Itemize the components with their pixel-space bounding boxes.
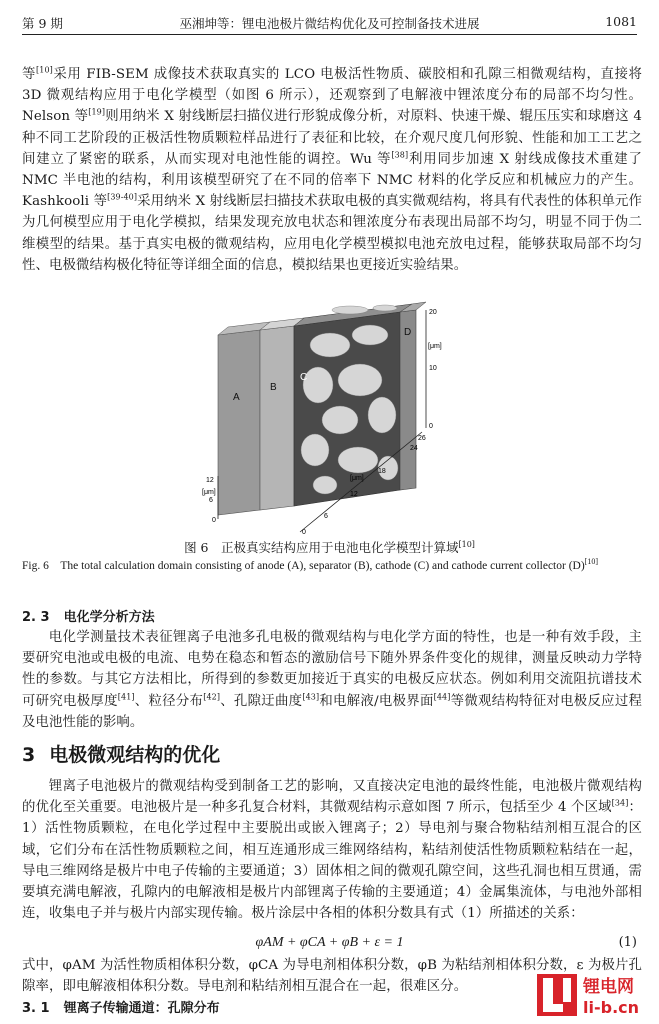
citation[interactable]: [10] [36, 65, 53, 75]
equation-explanation: 式中，φAM 为活性物质相体积分数，φCA 为导电剂相体积分数，φB 为粘结剂相体积分数，ε 为极片孔隙率，即电解液相体积分数。导电剂和粘结剂相互混合在一起，很难区分。 [22, 958, 642, 995]
page-number: 1081 [605, 14, 637, 29]
section-2-3-paragraph: 电化学测量技术表征锂离子电池多孔电极的微观结构与电化学方面的特性，也是一种有效手段，主要研究电池或电极的电流、电势在稳态和暂态的激励信号下随外界条件变化的规律，测量反映动力学特性的参数。与其它方法相比，所得到的参数更加接近于真实的电极反应状态。例如利用交流阻抗谱技术可研究电极厚度[41]、粒径分布[42]、孔隙迂曲度[43]和电解液/电极界面[44]等微观结构特征对电极反应过程及电池性能的影响。 [22, 630, 643, 730]
running-title: 巫湘坤等：锂电池极片微结构优化及可控制备技术进展 [179, 16, 480, 31]
issue-number: 第 9 期 [22, 16, 63, 31]
figure-caption-cn: 图 6 正极真实结构应用于电池电化学模型计算域[10] [184, 539, 475, 555]
citation[interactable]: [34] [611, 798, 629, 808]
citation[interactable]: [42] [203, 692, 221, 702]
figure-6 [200, 300, 460, 535]
equation-1: φAM + φCA + φB + ε = 1 [255, 935, 404, 950]
citation[interactable]: [43] [302, 692, 320, 702]
label-c: C [300, 372, 308, 383]
citation[interactable]: [10] [584, 557, 598, 567]
li-b-logo [535, 970, 655, 1020]
intro-paragraph: 等[10]采用 FIB-SEM 成像技术获取真实的 LCO 电极活性物质、碳胶相和孔隙三相微观结构，直接将 3D 微观结构应用于电化学模型（如图 6 所示），还观察到了电解液中锂浓度分布的局部不均匀性。Nelson 等[19]则用纳米 X 射线断层扫描仪进行形貌成像分析，对原料、快速干燥、辊压压实和球磨这 4 种不同工艺阶段的正极活性物质颗粒样品进行了表征和比较，在介观尺度几何形貌、性能和加工工艺之间建立了紧密的联系，从而实现对电池性能的调控。Wu 等[38]利用同步加速 X 射线成像技术重建了 NMC 半电池的结构，利用该模型研究了在不同的倍率下 NMC 材料的化学反应和机械应力的产生。Kashkooli 等[39-40]采用纳米 X 射线断层扫描技术获取电极的真实微观结构，将具有代表性的体积单元作为几何模型应用于电化学模拟，结果发现充放电状态和锂浓度分布表现出局部不均匀，明显不同于伪二维模型的结果。基于真实电极的微观结构，应用电化学模型模拟电池充放电过程，能够获取局部不均匀性、电极微结构极化特征等详细全面的信息，模拟结果也更接近实验结果。 [22, 65, 642, 273]
citation[interactable]: [10] [458, 539, 475, 549]
y-tick: 18 [378, 468, 386, 475]
z-tick: 0 [429, 423, 433, 430]
z-axis-unit: [μm] [428, 343, 442, 350]
y-tick: 0 [302, 529, 306, 535]
label-b: B [270, 382, 277, 393]
section-heading-2-3: 2. 3 电化学分析方法 [22, 610, 155, 625]
site-watermark-logo [535, 970, 655, 1020]
label-a: A [233, 392, 240, 403]
separator-region [260, 326, 294, 510]
x-tick: 12 [206, 477, 214, 484]
section-3-paragraph: 锂离子电池极片的微观结构受到制备工艺的影响，又直接决定电池的最终性能，电池极片微观结构的优化至关重要。电池极片是一种多孔复合材料，其微观结构示意如图 7 所示，包括至少 4 个区域[34]：1）活性物质颗粒，在电化学过程中主要脱出或嵌入锂离子；2）导电剂与聚合物粘结剂相互混合的区域，它们分布在活性物质颗粒之间，相互连通形成三维网络结构，粘结剂使活性物质颗粒粘结在一起，导电三维网络是极片中电子传输的主要通道；3）固体相之间的微观孔隙空间，这些孔洞也相互贯通，需要填充满电解液，孔隙内的电解液相是极片内部锂离子传输的主要通道；4）金属集流体，与电池外部相连，收集电子并与极片内部实现传输。极片涂层中各相的体积分数具有式（1）所描述的关系： [22, 779, 643, 922]
watermark-cn: 锂电网 [583, 977, 634, 997]
equation-number: (1) [618, 935, 637, 950]
y-tick: 26 [418, 435, 426, 442]
y-tick: 6 [324, 513, 328, 520]
citation[interactable]: [41] [117, 692, 135, 702]
y-axis-unit: [μm] [350, 475, 364, 482]
citation[interactable]: [44] [433, 692, 451, 702]
x-tick: 6 [209, 497, 213, 504]
page-header [22, 8, 637, 35]
z-tick: 10 [429, 365, 437, 372]
citation[interactable]: [38] [391, 150, 409, 160]
figure-caption-en: Fig. 6 The total calculation domain consisting of anode (A), separator (B), cathode (C) and cathode current collector (D)[10] [22, 557, 598, 572]
electrode-3d-render [200, 300, 460, 535]
section-heading-3: 3 电极微观结构的优化 [22, 744, 221, 766]
section-heading-3-1: 3. 1 锂离子传输通道：孔隙分布 [22, 1001, 220, 1016]
y-tick: 24 [410, 445, 418, 452]
x-axis-unit: [μm] [202, 489, 216, 496]
label-d: D [404, 327, 412, 338]
y-tick: 12 [350, 491, 358, 498]
citation[interactable]: [39-40] [107, 192, 138, 202]
z-tick: 20 [429, 309, 437, 316]
citation[interactable]: [19] [88, 107, 106, 117]
watermark-url: li-b.cn [583, 998, 640, 1017]
x-tick: 0 [212, 517, 216, 524]
anode-region [218, 330, 260, 515]
